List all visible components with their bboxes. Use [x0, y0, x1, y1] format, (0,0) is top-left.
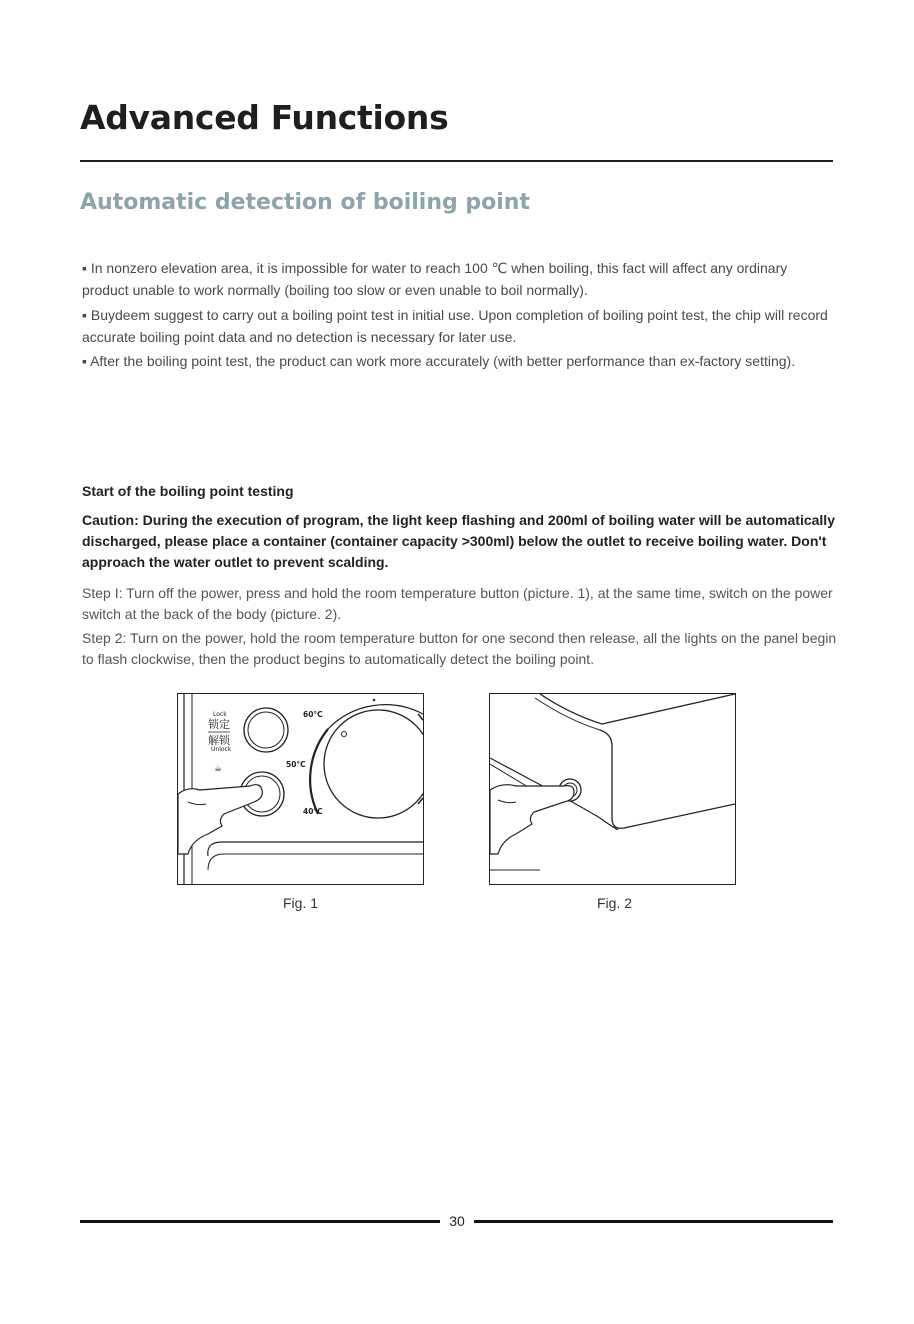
temp-60-label: 60°C: [303, 710, 323, 719]
temp-40-label: 40°C: [303, 807, 323, 816]
temp-50-label: 50°C: [286, 760, 306, 769]
testing-heading: Start of the boiling point testing: [82, 483, 294, 499]
footer-rule-right: [474, 1220, 833, 1223]
hand-drawing: [178, 785, 262, 854]
title-divider: [80, 160, 833, 162]
temperature-dial-drawing: [324, 699, 423, 818]
control-panel-illustration: [178, 694, 423, 884]
bullet-accuracy: ▪ After the boiling point test, the product can work more accurately (with better performance than ex-factory setting).: [82, 353, 796, 369]
lock-button-drawing: [244, 708, 288, 752]
figure-1-control-panel: [177, 693, 424, 885]
unlock-label-en: Unlock: [211, 746, 232, 753]
figure-2-caption: Fig. 2: [597, 895, 633, 911]
figure-2-back-switch: [489, 693, 736, 885]
back-switch-illustration: [490, 694, 735, 884]
footer-rule-left: [80, 1220, 440, 1223]
unlock-label-cn: 解锁: [208, 734, 230, 747]
step-1-text: Step I: Turn off the power, press and hold the room temperature button (picture. 1), at the same time, switch on the power switch at the back of the body (picture. 2).: [82, 585, 833, 622]
bullet-elevation: ▪ In nonzero elevation area, it is impossible for water to reach 100 ℃ when boiling, this fact will affect any ordinary product unable to work normally (boiling too slow or even unable to boil normally).: [82, 260, 788, 298]
page-title: Advanced Functions: [80, 98, 449, 137]
page-number: 30: [449, 1213, 465, 1229]
lock-label-cn: 锁定: [208, 718, 230, 731]
section-title: Automatic detection of boiling point: [80, 190, 530, 215]
cup-icon: ☕: [214, 764, 223, 774]
hand-drawing: [490, 785, 574, 854]
caution-text: Caution: During the execution of program, the light keep flashing and 200ml of boiling water will be automatically discharged, please place a container (container capacity >300ml) below the outlet to receive boiling water. Don't approach the water outlet to prevent scalding.: [82, 512, 835, 570]
lock-label-en: Lock: [213, 711, 227, 718]
step-2-text: Step 2: Turn on the power, hold the room temperature button for one second then release, all the lights on the panel begin to flash clockwise, then the product begins to automatically detect the boiling point.: [82, 630, 837, 667]
bullet-suggestion: ▪ Buydeem suggest to carry out a boiling point test in initial use. Upon completion of boiling point test, the chip will record accurate boiling point data and no detection is necessary for later use.: [82, 307, 828, 345]
figure-1-caption: Fig. 1: [283, 895, 319, 911]
